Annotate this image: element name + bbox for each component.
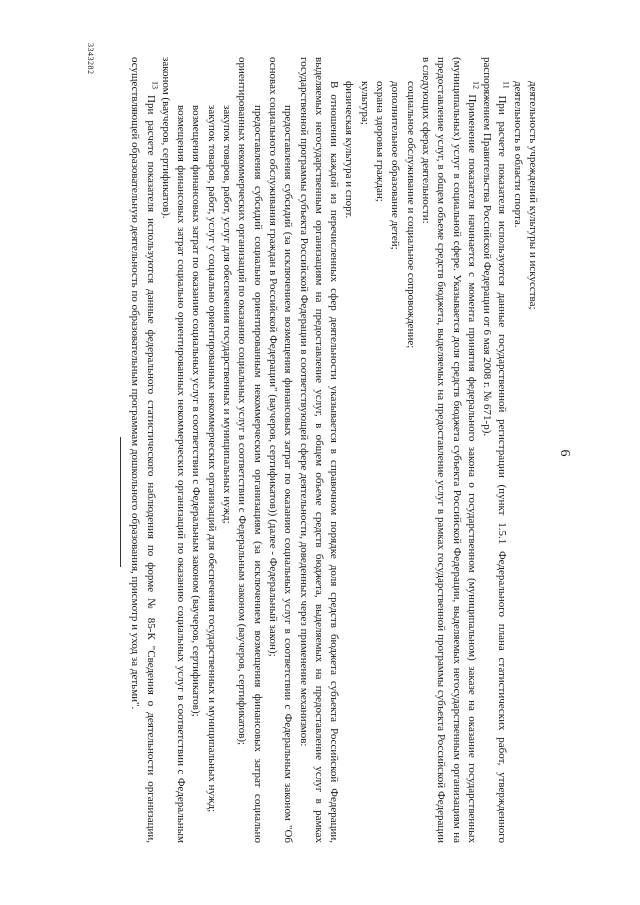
paragraph-text: закупок товаров, работ, услуг у социально ориентированных некоммерческих организаций для обеспечения государственных и муниципальных нужд;: [205, 104, 218, 812]
list-item: [356, 57, 371, 843]
paragraph-text: возмещения финансовых затрат социально ориентированных некоммерческих организаций по оказанию социальных услуг в соответствии с Федеральным законом (ваучеров, сертификатов).: [159, 56, 188, 843]
footnote-separator: [120, 437, 121, 567]
paragraph-text: деятельность учреждений культуры и искусства;: [527, 80, 539, 310]
document-page: [60, 23, 580, 883]
paragraph: [295, 57, 341, 843]
list-item: [509, 57, 524, 843]
paragraph-text: закупок товаров, работ, услуг для обеспечения государственных и муниципальных нужд;: [221, 104, 234, 524]
footnote-text: При расчете показателя используются данные государственной регистрации (пункт 1.5.1 Федерального плана статистических работ, утвержденного распоряжением Правительства Российской Федерации от 6 мая 2008 г. № 671-р).: [481, 56, 509, 843]
paragraph-text: возмещения финансовых затрат по оказанию социальных услуг в соответствии с Федеральным законом (ваучеров, сертификатов);: [190, 104, 203, 717]
footnote: [418, 57, 479, 843]
footnote-mark: 11: [502, 80, 512, 89]
list-item: [265, 57, 296, 843]
list-item: [341, 57, 356, 843]
footnote-mark: 13: [150, 80, 160, 89]
footnote-mark: 12: [471, 80, 481, 89]
list-item: [525, 57, 540, 843]
paragraph-text: В отношении каждой из перечисленных сфер деятельности указывается в справочном порядке доля средств бюджета субъекта Российской Федерации, выделяемых негосударственным организациям на предоставление услуг, в общем объеме средств бюджета, выделяемых на предоставление услуг в рамках государственной программы субъекта Российской Федерации в соответствующей сфере деятельности, доведенных через применение механизмов:: [297, 56, 341, 843]
page-number: 6: [557, 449, 572, 456]
paragraph-text: деятельность в области спорта.: [511, 80, 524, 228]
list-item: [158, 57, 189, 843]
list-item: [203, 57, 218, 843]
list-item: [234, 57, 265, 843]
footnote-text: При расчете показателя используются данные федерального статистического наблюдения по форме № 85-К "Сведения о деятельности организации, осуществляющей образовательную деятельность по образовательным программам дошкольного образования, присмотр и уход за детьми".: [129, 56, 157, 843]
document-body: [116, 57, 540, 843]
footnote: [127, 57, 158, 843]
paragraph-text: предоставления субсидий (за исключением возмещения финансовых затрат по оказанию социальных услуг в соответствии с Федеральным законом "Об основах социального обслуживания граждан в Российской Федерации" (ваучеров, сертификатов)) (далее - Федеральный закон);: [266, 56, 295, 843]
list-item: [372, 57, 387, 843]
paragraph-text: охрана здоровья граждан;: [374, 80, 387, 202]
paragraph-text: культура;: [358, 80, 371, 125]
list-item: [219, 57, 234, 843]
paragraph-text: социальное обслуживание и социальное сопровождение;: [404, 80, 417, 348]
list-item: [387, 57, 402, 843]
footnote: [479, 57, 510, 843]
paragraph-text: предоставления субсидий социально ориентированным некоммерческим организациям (за исключением возмещения финансовых затрат социально ориентированных некоммерческих организаций по оказанию социальных услуг в соответствии с Федеральным законом (ваучеров, сертификатов);: [236, 56, 264, 843]
list-item: [402, 57, 417, 843]
paragraph-text: дополнительное образование детей;: [389, 80, 402, 250]
paragraph-text: физическая культура и спорт.: [343, 80, 356, 218]
document-code: 3343282: [86, 42, 95, 74]
footnote-text: Применение показателя начинается с момента принятия федерального закона о государственном (муниципальном) заказе на оказание государственных (муниципальных) услуг в социальной сфере. Указывается доля средств бюджета субъекта Российской Федерации, выделяемых негосударственным организациям на предоставление услуг, в общем объеме средств бюджета, выделяемых на предоставление услуг в рамках государственной программы субъекта Российской Федерации в следующих сферах деятельности:: [419, 56, 478, 843]
list-item: [188, 57, 203, 843]
